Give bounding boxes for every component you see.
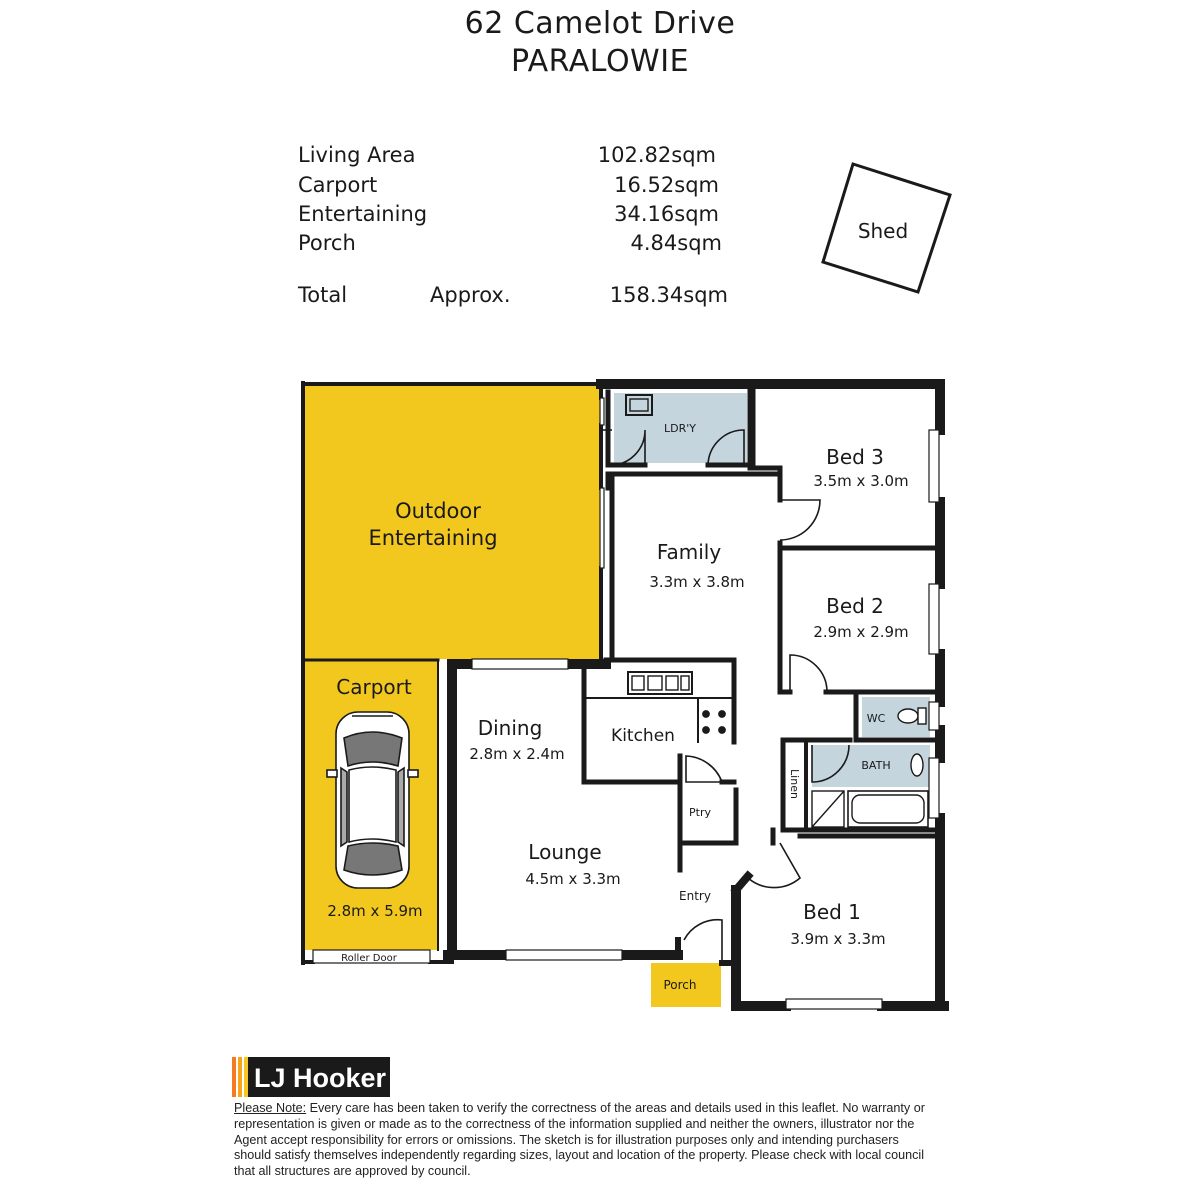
lj-hooker-logo <box>232 1057 390 1097</box>
area-label: Carport <box>298 173 378 197</box>
logo-bar <box>244 1057 248 1097</box>
cooktop-burner <box>719 727 725 733</box>
family-label: Family <box>656 540 722 564</box>
door-swing <box>748 843 800 888</box>
logo-bar <box>232 1057 236 1097</box>
door-swing <box>790 655 827 692</box>
sliding-door <box>600 398 604 425</box>
window <box>929 702 939 730</box>
lounge-label: Lounge <box>528 840 602 864</box>
window <box>929 430 939 502</box>
porch-label: Porch <box>663 978 697 992</box>
entry-label: Entry <box>679 889 711 903</box>
door-swing <box>780 500 820 540</box>
shower-screen <box>812 791 844 827</box>
window <box>786 999 882 1009</box>
suburb-title: PARALOWIE <box>510 44 690 79</box>
bed2-label: Bed 2 <box>826 594 884 618</box>
outdoor-label-line1: Outdoor <box>395 499 481 523</box>
shed-label: Shed <box>857 219 909 243</box>
window <box>929 758 939 818</box>
carport-dims: 2.8m x 5.9m <box>327 902 423 920</box>
toilet-bowl <box>898 709 918 723</box>
bed2-dims: 2.9m x 2.9m <box>813 623 909 641</box>
laundry-label: LDR'Y <box>664 422 696 435</box>
disclaimer-body: Every care has been taken to verify the correctness of the areas and details used in this leaflet. No warranty or representation is given or made as to the correctness of the information supplied and neither the owners, illustrator nor the Agent accept responsibility for errors or omissions. The sketch is for illustration purposes only and intending purchasers should satisfy themselves independently regarding sizes, layout and location of the property. Please check with local council that all structures are approved by council. <box>234 1101 925 1179</box>
disclaimer-heading: Please Note: <box>234 1101 307 1115</box>
bath-label: BATH <box>861 759 891 772</box>
area-value: 34.16sqm <box>614 202 719 226</box>
toilet-cistern <box>918 708 926 724</box>
area-value: 16.52sqm <box>614 173 719 197</box>
family-dims: 3.3m x 3.8m <box>649 573 745 591</box>
cooktop-burner <box>719 711 725 717</box>
bathtub <box>848 791 928 827</box>
area-value: 102.82sqm <box>597 143 716 167</box>
doors <box>602 430 849 962</box>
logo-bar <box>238 1057 242 1097</box>
area-value: 4.84sqm <box>630 231 722 255</box>
dining-label: Dining <box>477 716 543 740</box>
shed <box>823 164 950 292</box>
area-label: Porch <box>298 231 356 255</box>
total-label: Total <box>298 283 348 307</box>
linen-label: Linen <box>788 769 801 799</box>
disclaimer <box>234 1101 934 1180</box>
carport-label: Carport <box>336 675 412 699</box>
window <box>506 950 622 960</box>
window <box>929 584 939 654</box>
address-title: 62 Camelot Drive <box>464 6 736 41</box>
dining-dims: 2.8m x 2.4m <box>469 745 565 763</box>
roller-door-label: Roller Door <box>341 953 397 964</box>
pantry-label: Ptry <box>689 806 711 819</box>
basin <box>911 754 923 776</box>
car-icon <box>327 712 418 888</box>
bed3-label: Bed 3 <box>826 445 884 469</box>
bed1-label: Bed 1 <box>803 900 861 924</box>
cooktop-burner <box>703 711 709 717</box>
wc-label: WC <box>866 712 886 725</box>
approx-label: Approx. <box>430 283 511 307</box>
cooktop-burner <box>703 727 709 733</box>
kitchen-label: Kitchen <box>611 726 675 746</box>
outdoor-label-line2: Entertaining <box>368 526 498 550</box>
logo-text: LJ Hooker <box>254 1063 387 1093</box>
bed1-dims: 3.9m x 3.3m <box>790 930 886 948</box>
bed3-dims: 3.5m x 3.0m <box>813 472 909 490</box>
lounge-dims: 4.5m x 3.3m <box>525 870 621 888</box>
kitchen-sink <box>628 672 692 694</box>
area-label: Living Area <box>298 143 416 167</box>
total-value: 158.34sqm <box>609 283 728 307</box>
area-label: Entertaining <box>298 202 428 226</box>
door-swing <box>686 756 722 782</box>
sliding-door <box>600 488 604 568</box>
door-swing <box>684 920 722 962</box>
window <box>472 659 568 669</box>
